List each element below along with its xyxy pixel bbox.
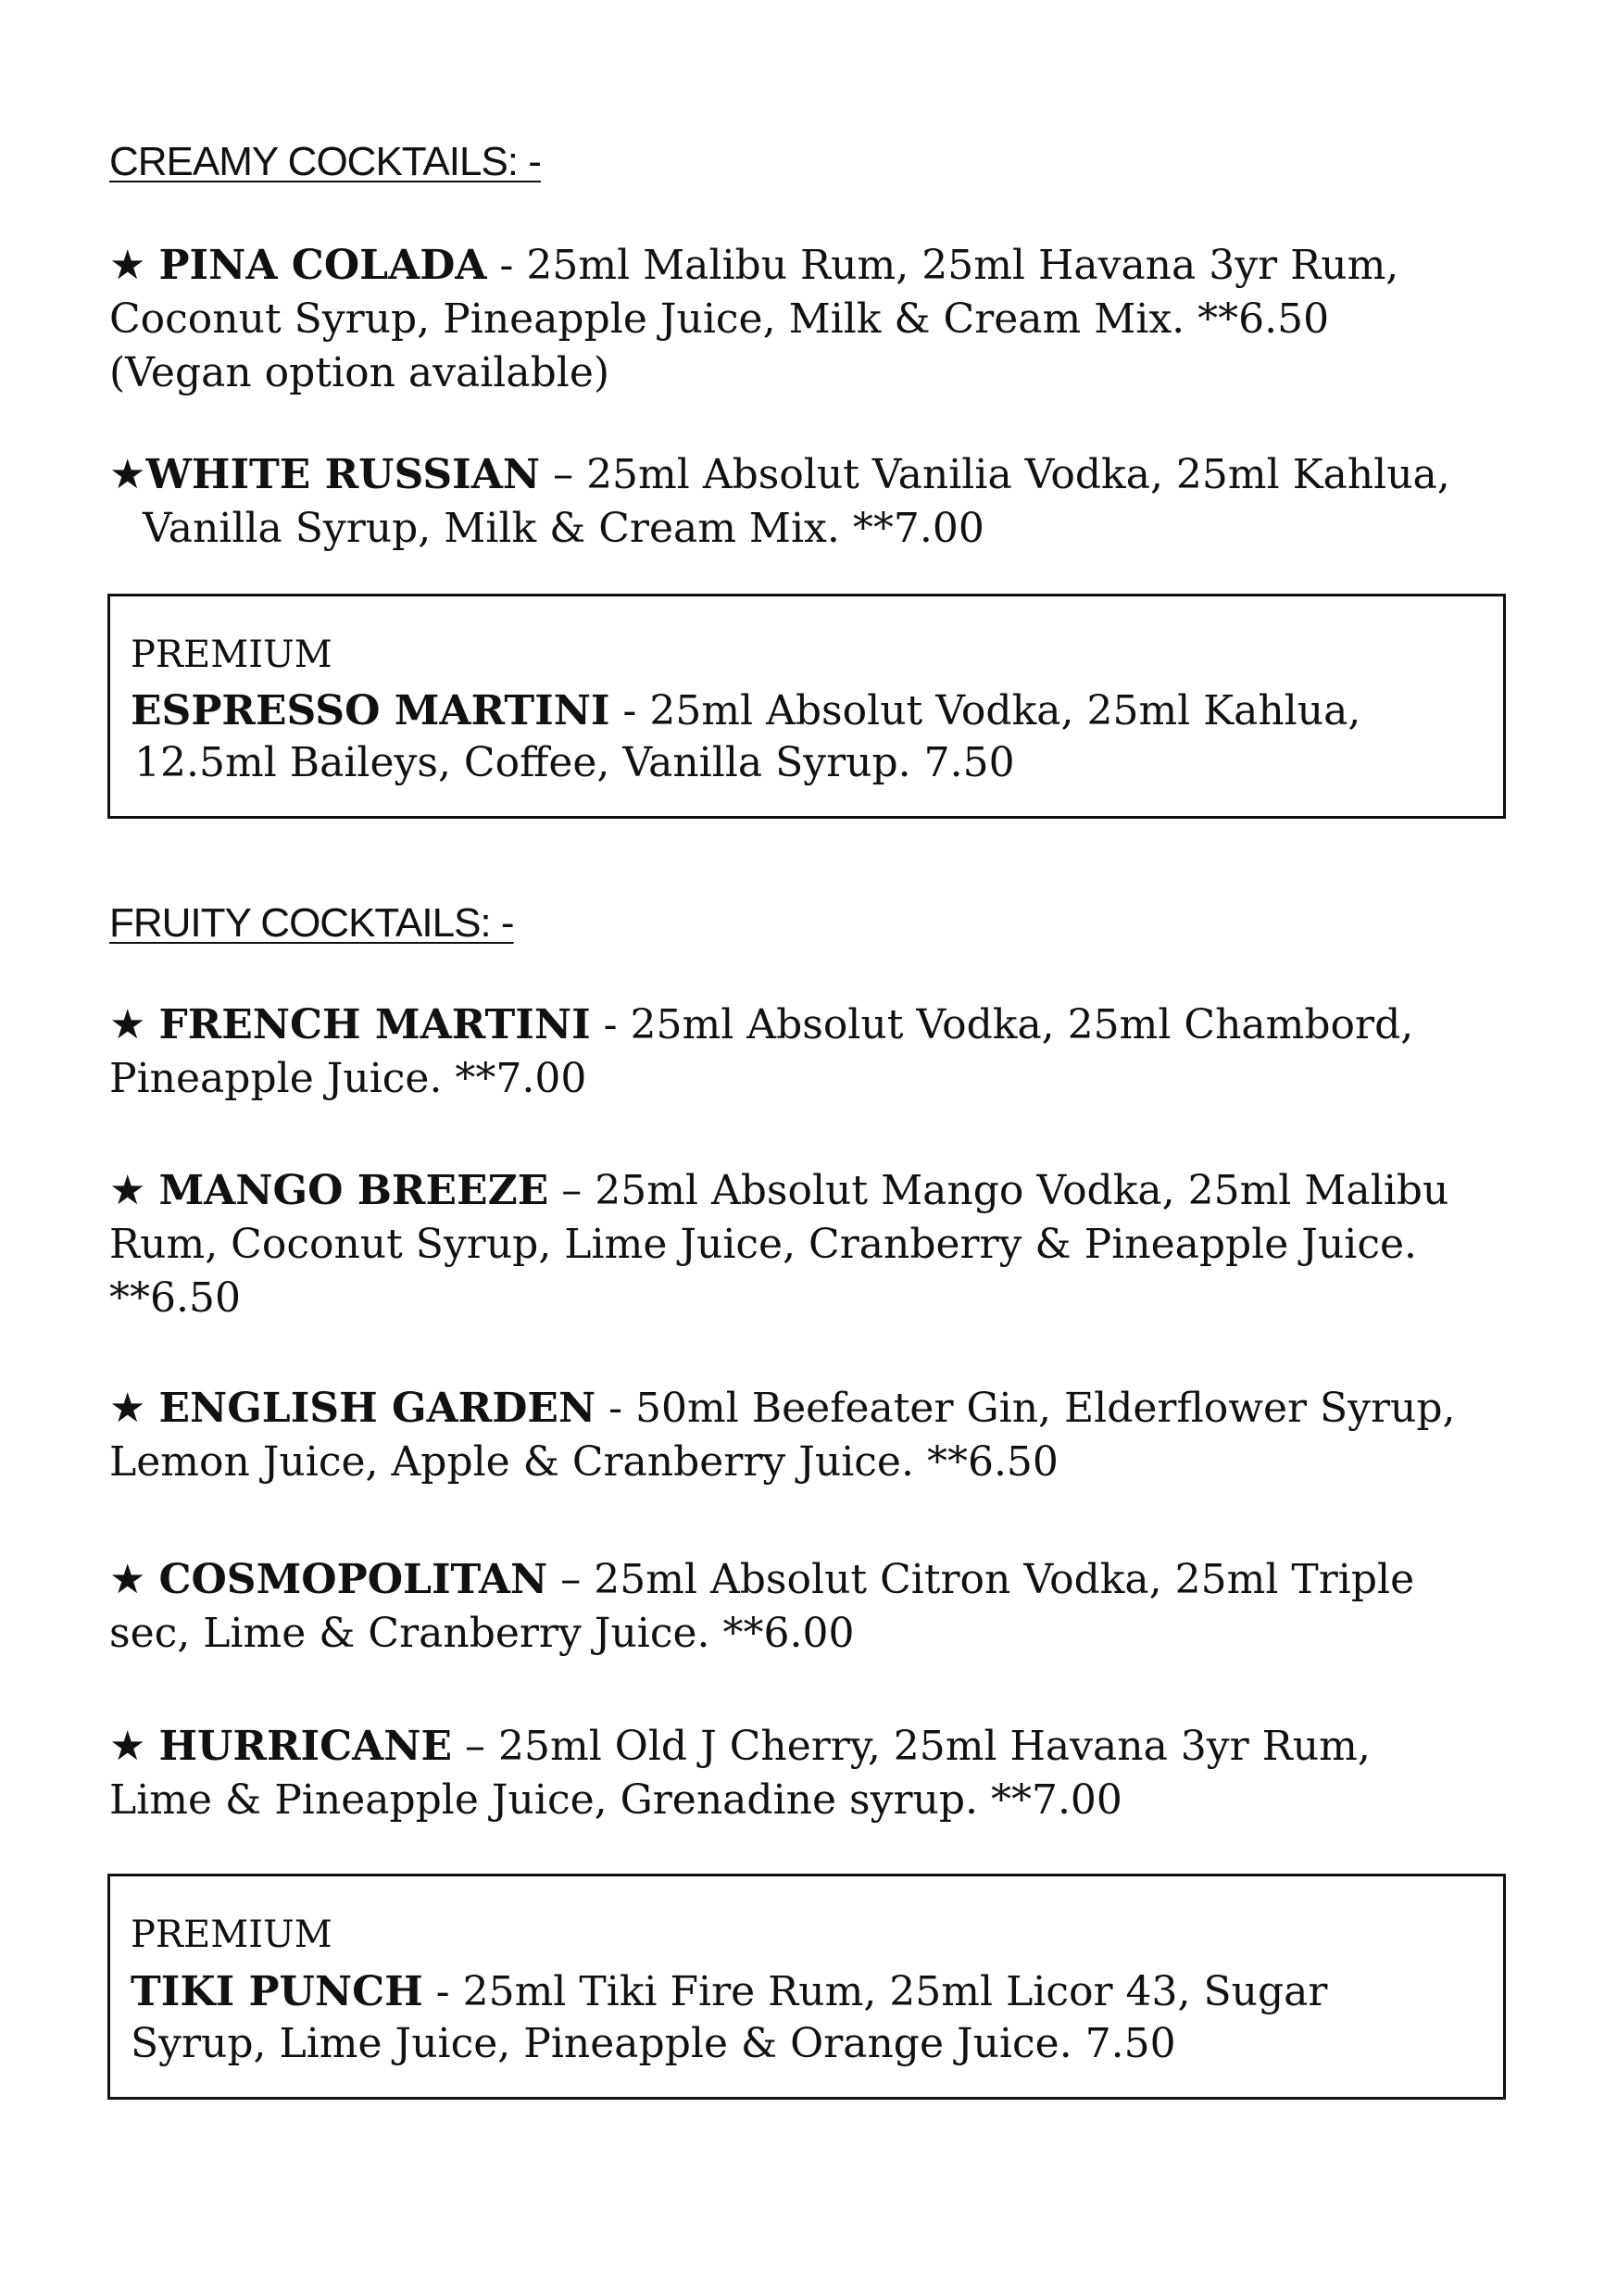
menu-item-cosmopolitan	[109, 1553, 1554, 1661]
item-description-line: Syrup, Lime Juice, Pineapple & Orange Juice. 7.50	[131, 2020, 1176, 2067]
premium-label: PREMIUM	[131, 1913, 332, 1956]
item-description: - 50ml Beefeater Gin, Elderflower Syrup,	[595, 1385, 1456, 1432]
menu-item-mango-breeze	[109, 1164, 1554, 1325]
star-icon: ★	[109, 1723, 146, 1770]
item-description-line: Lemon Juice, Apple & Cranberry Juice. **6.50	[109, 1438, 1059, 1486]
item-name: FRENCH MARTINI	[158, 1001, 591, 1048]
star-icon: ★	[109, 1385, 146, 1432]
menu-item-white-russian	[109, 448, 1554, 556]
item-name: ESPRESSO MARTINI	[131, 687, 610, 734]
item-name: COSMOPOLITAN	[158, 1556, 548, 1603]
item-name: PINA COLADA	[158, 242, 487, 289]
menu-item-hurricane	[109, 1720, 1554, 1827]
section-heading-creamy: CREAMY COCKTAILS: -	[109, 139, 541, 184]
premium-box-tiki-punch	[107, 1874, 1506, 2100]
star-icon: ★	[109, 1556, 146, 1603]
item-description: - 25ml Tiki Fire Rum, 25ml Licor 43, Sugar	[422, 1968, 1328, 2015]
item-description: - 25ml Absolut Vodka, 25ml Chambord,	[590, 1001, 1414, 1048]
item-description: – 25ml Absolut Vanilia Vodka, 25ml Kahlua,	[540, 451, 1450, 498]
star-icon: ★	[109, 242, 146, 289]
star-icon: ★	[109, 1001, 146, 1048]
item-description-line: 12.5ml Baileys, Coffee, Vanilla Syrup. 7.50	[134, 739, 1015, 786]
item-description-line: Lime & Pineapple Juice, Grenadine syrup. **7.00	[109, 1776, 1122, 1824]
premium-item	[131, 685, 1360, 789]
item-description-line: Coconut Syrup, Pineapple Juice, Milk & Cream Mix. **6.50	[109, 295, 1330, 343]
item-name: HURRICANE	[158, 1723, 453, 1770]
item-price: **6.50	[109, 1274, 241, 1322]
item-note: (Vegan option available)	[109, 349, 610, 396]
item-description: - 25ml Absolut Vodka, 25ml Kahlua,	[609, 687, 1361, 734]
item-name: ENGLISH GARDEN	[158, 1385, 596, 1432]
menu-item-french-martini	[109, 998, 1554, 1106]
item-description: - 25ml Malibu Rum, 25ml Havana 3yr Rum,	[486, 242, 1399, 289]
menu-item-pina-colada	[109, 239, 1554, 400]
item-name: TIKI PUNCH	[131, 1968, 423, 2015]
item-description-line: Rum, Coconut Syrup, Lime Juice, Cranberry & Pineapple Juice.	[109, 1221, 1418, 1268]
section-heading-fruity: FRUITY COCKTAILS: -	[109, 900, 514, 946]
star-icon: ★	[109, 451, 146, 498]
item-description-line: Vanilla Syrup, Milk & Cream Mix. **7.00	[143, 505, 984, 552]
item-description-line: sec, Lime & Cranberry Juice. **6.00	[109, 1610, 855, 1657]
premium-box-espresso-martini	[107, 594, 1506, 819]
item-description-line: Pineapple Juice. **7.00	[109, 1055, 587, 1102]
premium-item	[131, 1966, 1327, 2070]
star-icon: ★	[109, 1167, 146, 1214]
item-description: – 25ml Absolut Mango Vodka, 25ml Malibu	[548, 1167, 1449, 1214]
item-name: WHITE RUSSIAN	[145, 451, 541, 498]
item-description: – 25ml Old J Cherry, 25ml Havana 3yr Rum,	[452, 1723, 1371, 1770]
item-name: MANGO BREEZE	[158, 1167, 549, 1214]
menu-item-english-garden	[109, 1382, 1554, 1489]
item-description: – 25ml Absolut Citron Vodka, 25ml Triple	[547, 1556, 1415, 1603]
premium-label: PREMIUM	[131, 634, 332, 676]
